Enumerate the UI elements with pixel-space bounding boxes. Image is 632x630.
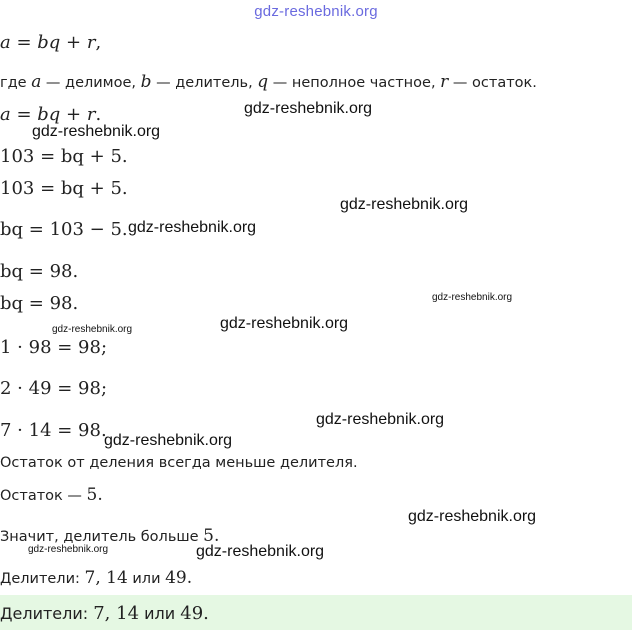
formula-line-3: a = bq + r. [0,104,102,125]
watermark: gdz-reshebnik.org [32,123,161,140]
watermark: gdz-reshebnik.org [104,432,233,449]
watermark: gdz-reshebnik.org [244,100,373,117]
formula-line-4: 103 = bq + 5. [0,146,128,167]
watermark: gdz-reshebnik.org [220,315,349,332]
watermark: gdz-reshebnik.org [432,292,513,303]
remainder-value-text: Остаток — 5. [0,485,103,505]
watermark-top: gdz-reshebnik.org [254,3,378,20]
watermark: gdz-reshebnik.org [52,324,133,335]
watermark: gdz-reshebnik.org [316,411,445,428]
formula-line-5: 103 = bq + 5. [0,178,128,199]
remainder-rule-text: Остаток от деления всегда меньше делителя. [0,455,358,471]
answer-text: Делители: 7, 14 или 49. [0,603,209,624]
divisors-text: Делители: 7, 14 или 49. [0,568,193,588]
definition-line: где a — делимое, b — делитель, q — неполное частное, r — остаток. [0,72,537,92]
formula-line-6: bq = 103 − 5. [0,219,128,240]
formula-line-10: 2 · 49 = 98; [0,378,108,399]
formula-line-1: a = bq + r, [0,32,102,53]
formula-line-11: 7 · 14 = 98. [0,420,107,441]
watermark: gdz-reshebnik.org [408,508,537,525]
conclusion-text: Значит, делитель больше 5. [0,526,220,546]
watermark: gdz-reshebnik.org [196,543,325,560]
watermark: gdz-reshebnik.org [128,219,257,236]
formula-line-9: 1 · 98 = 98; [0,337,108,358]
formula-line-7: bq = 98. [0,261,79,282]
var-a: a [0,32,11,53]
watermark: gdz-reshebnik.org [28,544,109,555]
formula-line-8: bq = 98. [0,293,79,314]
watermark: gdz-reshebnik.org [340,196,469,213]
